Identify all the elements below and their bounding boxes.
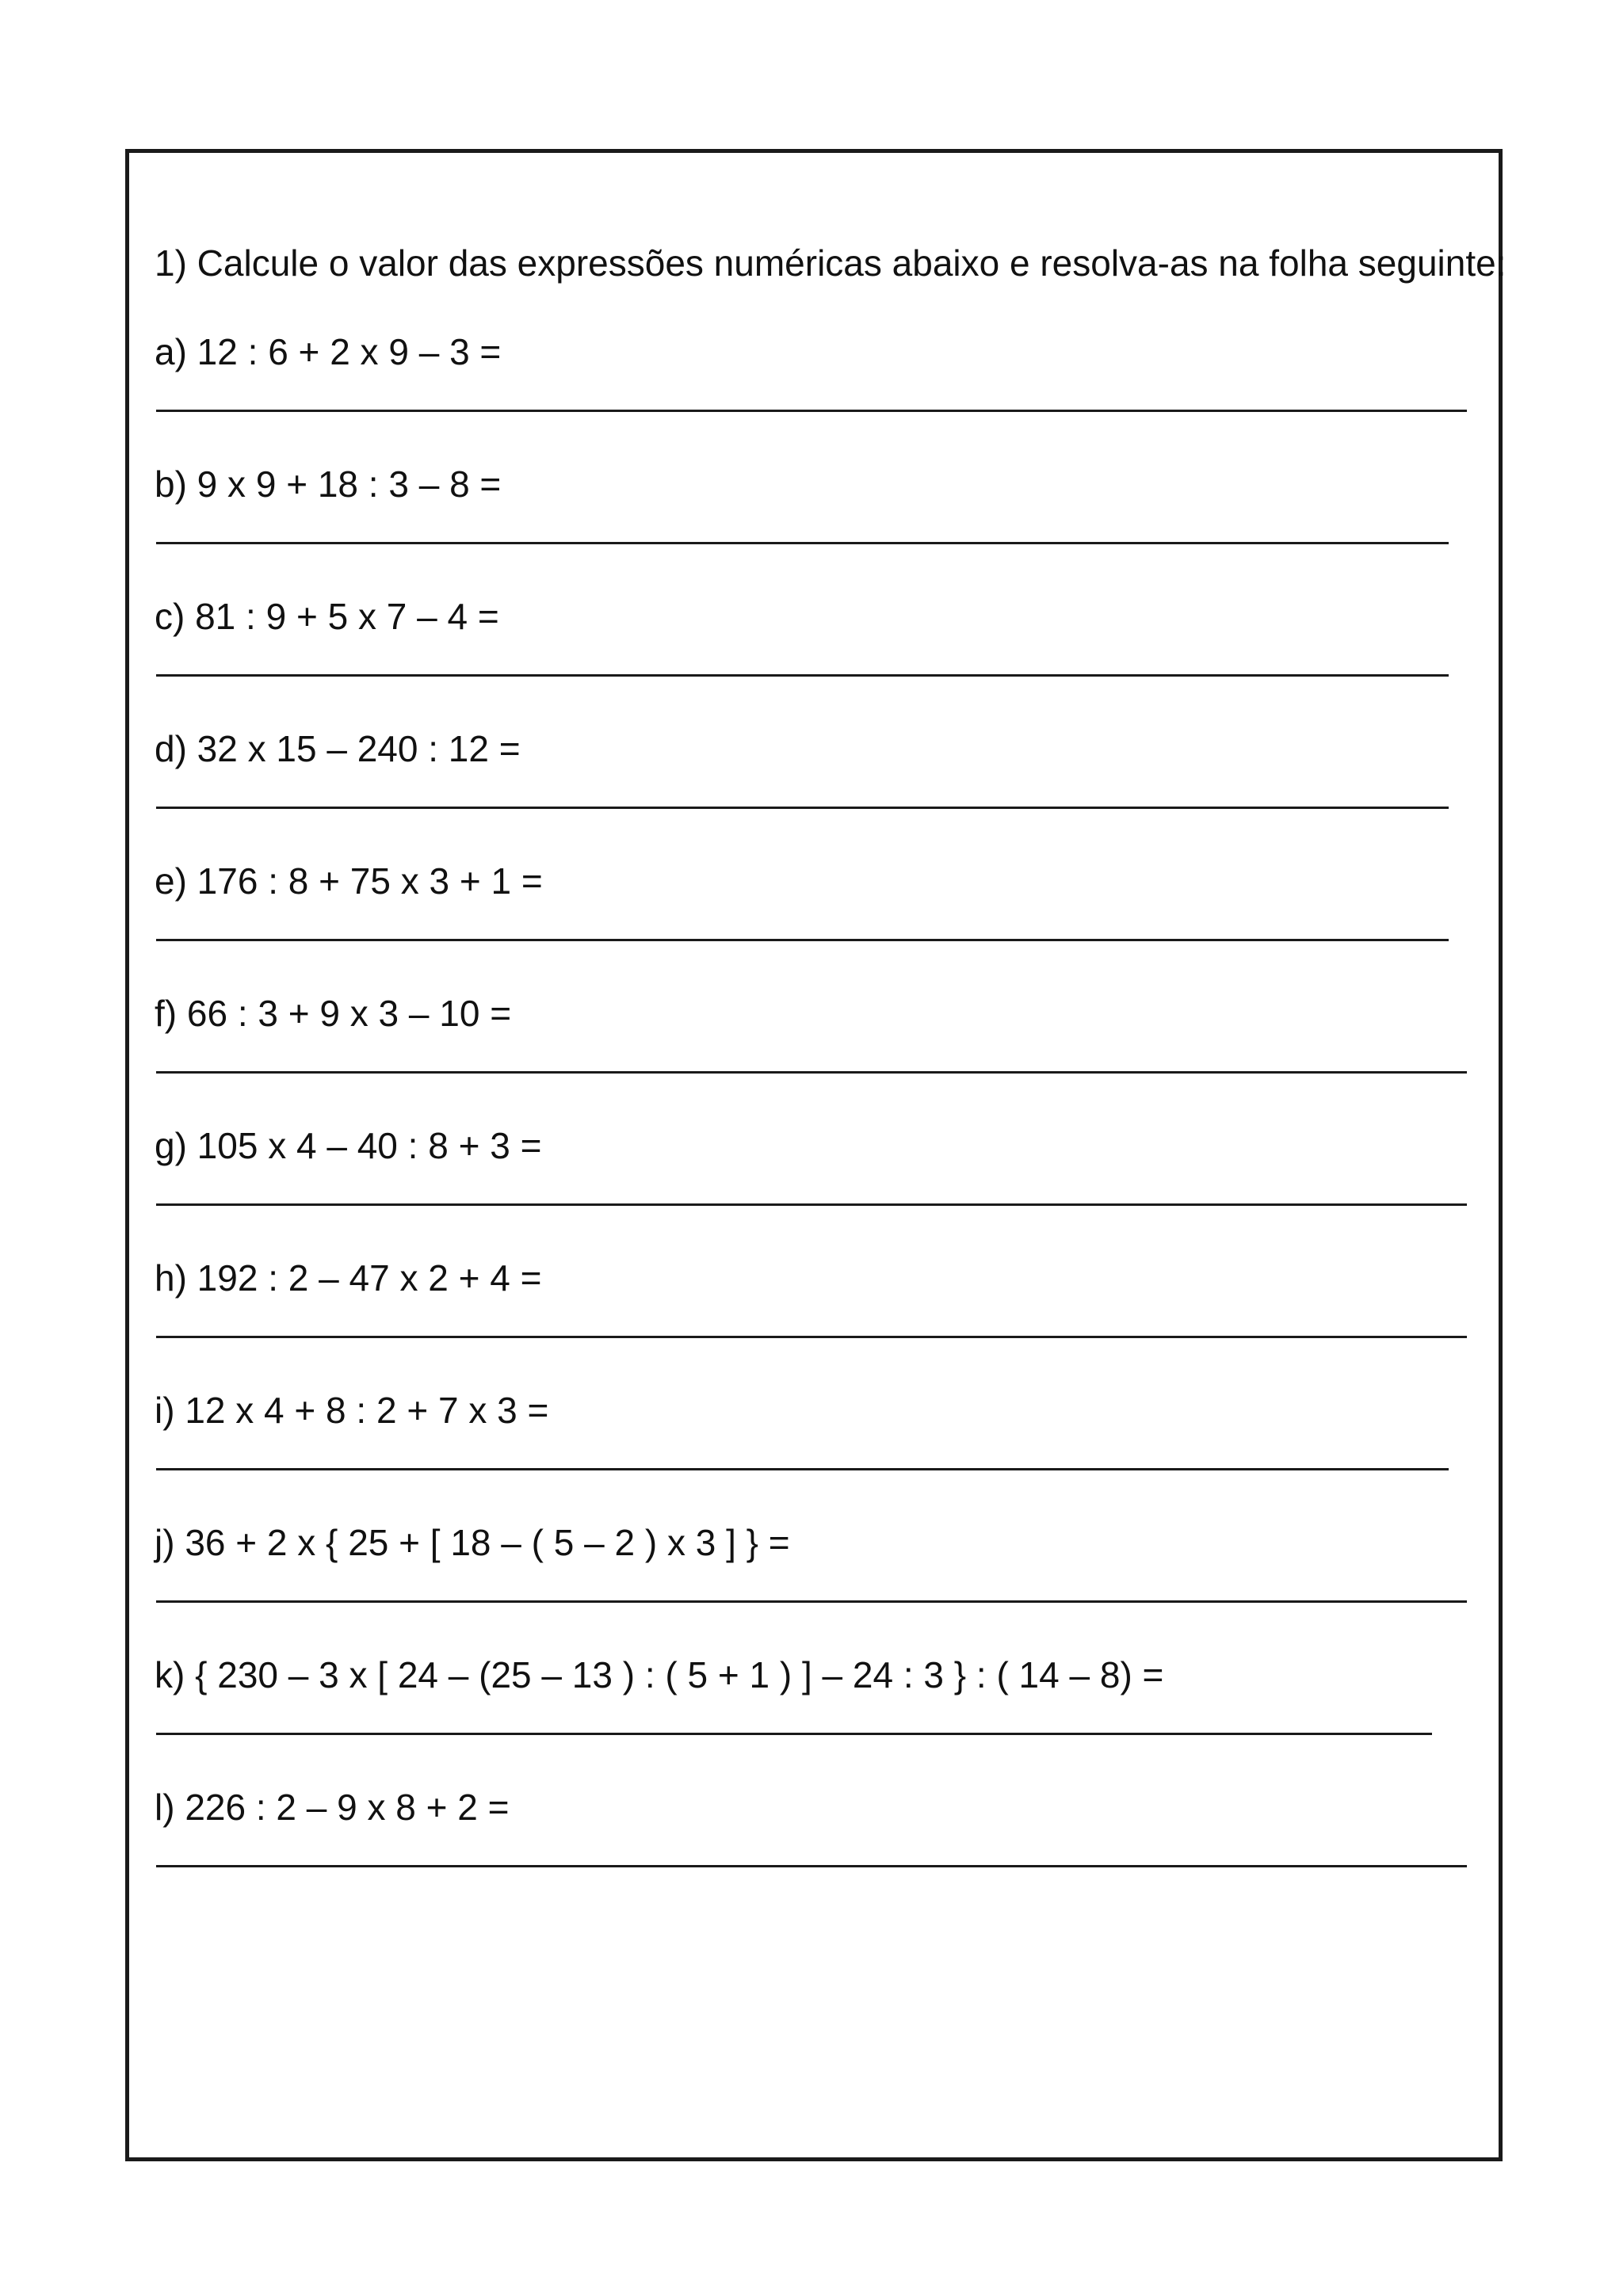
answer-line (156, 674, 1449, 677)
expression-item: k) { 230 – 3 x [ 24 – (25 – 13 ) : ( 5 + 1 ) ] – 24 : 3 } : ( 14 – 8) = (155, 1654, 1164, 1695)
expression-item: b) 9 x 9 + 18 : 3 – 8 = (155, 463, 502, 505)
expression-item: f) 66 : 3 + 9 x 3 – 10 = (155, 993, 512, 1034)
expression-item: j) 36 + 2 x { 25 + [ 18 – ( 5 – 2 ) x 3 ] } = (155, 1522, 790, 1563)
expression-item: d) 32 x 15 – 240 : 12 = (155, 728, 521, 769)
expression-item: a) 12 : 6 + 2 x 9 – 3 = (155, 331, 502, 372)
answer-line (156, 1600, 1467, 1603)
answer-line (156, 1865, 1467, 1867)
expression-item: h) 192 : 2 – 47 x 2 + 4 = (155, 1257, 542, 1299)
expression-item: i) 12 x 4 + 8 : 2 + 7 x 3 = (155, 1390, 549, 1431)
expression-item: e) 176 : 8 + 75 x 3 + 1 = (155, 860, 543, 902)
exercise-instruction: 1) Calcule o valor das expressões numéricas abaixo e resolva-as na folha seguinte: (155, 242, 1507, 284)
expression-item: l) 226 : 2 – 9 x 8 + 2 = (155, 1787, 510, 1828)
answer-line (156, 1336, 1467, 1338)
answer-line (156, 1071, 1467, 1074)
expression-item: g) 105 x 4 – 40 : 8 + 3 = (155, 1125, 542, 1166)
answer-line (156, 807, 1449, 809)
expression-item: c) 81 : 9 + 5 x 7 – 4 = (155, 596, 499, 637)
answer-line (156, 542, 1449, 544)
answer-line (156, 1468, 1449, 1470)
answer-line (156, 939, 1449, 941)
answer-line (156, 1733, 1432, 1735)
answer-line (156, 410, 1467, 412)
answer-line (156, 1203, 1467, 1206)
